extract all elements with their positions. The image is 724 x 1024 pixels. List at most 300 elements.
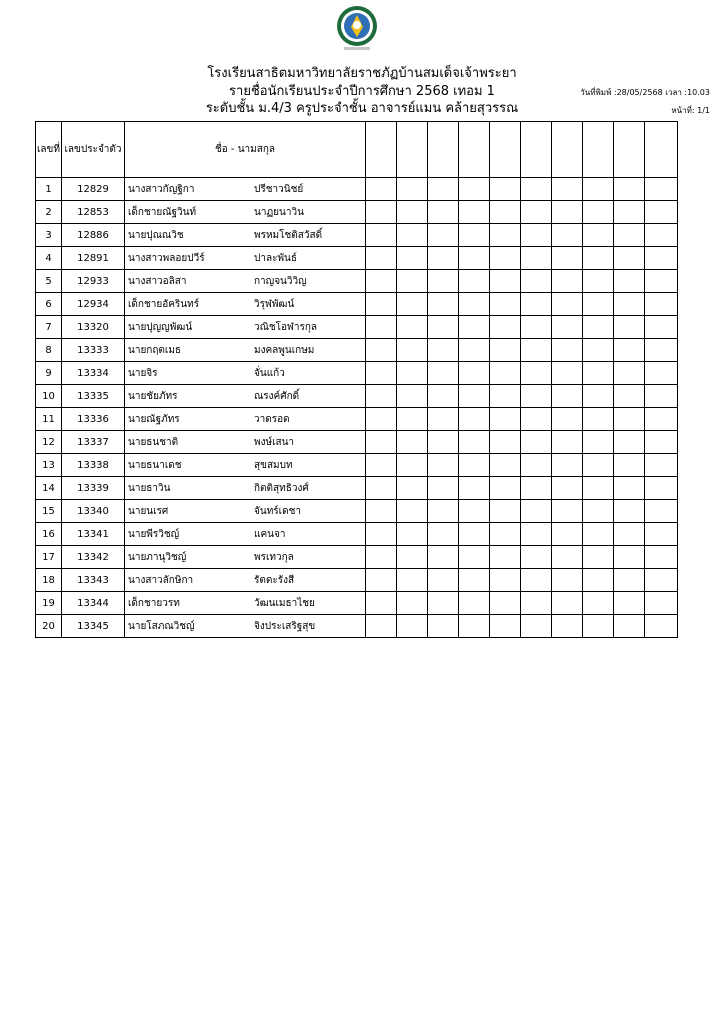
blank-cell (397, 316, 428, 339)
student-name-cell (125, 408, 366, 431)
blank-cell (521, 339, 552, 362)
blank-cell (614, 316, 645, 339)
blank-cell (366, 431, 397, 454)
blank-cell (645, 201, 678, 224)
student-id: 13340 (62, 500, 125, 523)
student-first-name: นางสาวพลอยปวีร์ (128, 252, 205, 264)
blank-cell (583, 362, 614, 385)
student-id: 13336 (62, 408, 125, 431)
blank-cell (583, 569, 614, 592)
student-last-name: รัตตะรังสี (254, 574, 295, 586)
blank-cell (645, 569, 678, 592)
blank-cell (583, 201, 614, 224)
row-number: 1 (36, 178, 62, 201)
student-last-name: จั่นแก้ว (254, 367, 285, 379)
blank-cell (583, 523, 614, 546)
blank-cell (614, 431, 645, 454)
blank-cell (490, 454, 521, 477)
student-last-name: วัฒนเมธาไชย (254, 597, 315, 609)
blank-cell (614, 270, 645, 293)
student-last-name: นาฏยนาวิน (254, 206, 304, 218)
student-id: 13337 (62, 431, 125, 454)
blank-cell (459, 408, 490, 431)
blank-cell (614, 385, 645, 408)
blank-cell (490, 362, 521, 385)
blank-cell (614, 500, 645, 523)
blank-cell (614, 362, 645, 385)
blank-column-header (459, 122, 490, 178)
blank-cell (459, 270, 490, 293)
blank-cell (366, 178, 397, 201)
blank-cell (428, 362, 459, 385)
student-first-name: นายปุณณวิช (128, 229, 184, 241)
student-name-cell (125, 362, 366, 385)
student-last-name: พรเทวกุล (254, 551, 294, 563)
blank-cell (459, 316, 490, 339)
blank-cell (490, 339, 521, 362)
table-row (36, 546, 678, 569)
blank-cell (645, 523, 678, 546)
student-first-name: นายชัยภัทร (128, 390, 178, 402)
student-last-name: จิงประเสริฐสุข (254, 620, 316, 632)
blank-cell (645, 477, 678, 500)
student-first-name: นางสาวอลิสา (128, 275, 187, 287)
student-name-cell (125, 431, 366, 454)
blank-cell (366, 615, 397, 638)
blank-cell (397, 224, 428, 247)
blank-cell (552, 178, 583, 201)
blank-cell (645, 224, 678, 247)
blank-cell (459, 385, 490, 408)
blank-cell (366, 500, 397, 523)
student-id: 12829 (62, 178, 125, 201)
blank-cell (645, 431, 678, 454)
student-name-cell (125, 615, 366, 638)
student-first-name: นายธาวิน (128, 482, 171, 494)
blank-cell (552, 546, 583, 569)
blank-cell (521, 523, 552, 546)
blank-cell (583, 546, 614, 569)
blank-cell (583, 477, 614, 500)
blank-cell (521, 293, 552, 316)
student-first-name: นายจิร (128, 367, 158, 379)
row-number: 3 (36, 224, 62, 247)
blank-cell (583, 431, 614, 454)
blank-cell (397, 270, 428, 293)
blank-cell (583, 339, 614, 362)
blank-cell (583, 316, 614, 339)
table-row (36, 247, 678, 270)
table-row (36, 201, 678, 224)
print-timestamp: วันที่พิมพ์ :28/05/2568 เวลา :10.03 (580, 88, 710, 97)
blank-cell (521, 431, 552, 454)
row-number: 17 (36, 546, 62, 569)
student-last-name: ปรีชาวนิชย์ (254, 183, 304, 195)
row-number: 7 (36, 316, 62, 339)
blank-cell (552, 615, 583, 638)
blank-cell (614, 615, 645, 638)
student-last-name: พรหมโชติสวัสดิ์ (254, 229, 323, 241)
blank-cell (614, 454, 645, 477)
blank-cell (521, 500, 552, 523)
student-first-name: นายภานุวิชญ์ (128, 551, 187, 563)
blank-column-header (521, 122, 552, 178)
student-last-name: พงษ์เสนา (254, 436, 295, 448)
blank-cell (428, 500, 459, 523)
blank-cell (459, 178, 490, 201)
blank-cell (397, 569, 428, 592)
table-row (36, 224, 678, 247)
blank-cell (490, 224, 521, 247)
student-id: 13334 (62, 362, 125, 385)
blank-cell (583, 615, 614, 638)
blank-column-header (428, 122, 459, 178)
blank-cell (459, 247, 490, 270)
student-first-name: นายกฤตเมธ (128, 344, 182, 356)
blank-cell (366, 592, 397, 615)
table-row (36, 178, 678, 201)
roster-subtitle: รายชื่อนักเรียนประจำปีการศึกษา 2568 เทอม 1 (229, 84, 495, 99)
row-number: 12 (36, 431, 62, 454)
student-name-cell (125, 523, 366, 546)
blank-cell (490, 201, 521, 224)
blank-cell (428, 316, 459, 339)
blank-cell (645, 178, 678, 201)
blank-cell (428, 523, 459, 546)
student-name-cell (125, 592, 366, 615)
table-row (36, 293, 678, 316)
blank-cell (552, 431, 583, 454)
page-number: หน้าที่: 1/1 (671, 106, 710, 115)
student-name-cell (125, 201, 366, 224)
blank-cell (459, 615, 490, 638)
blank-cell (645, 270, 678, 293)
blank-cell (645, 385, 678, 408)
table-row (36, 316, 678, 339)
blank-cell (583, 408, 614, 431)
blank-cell (428, 431, 459, 454)
blank-cell (552, 477, 583, 500)
column-header-student-id: เลขประจำตัว (62, 122, 125, 178)
blank-cell (397, 454, 428, 477)
table-row (36, 615, 678, 638)
column-header-name: ชื่อ - นามสกุล (125, 122, 366, 178)
blank-cell (428, 454, 459, 477)
blank-column-header (366, 122, 397, 178)
blank-cell (614, 523, 645, 546)
blank-cell (490, 293, 521, 316)
blank-cell (397, 247, 428, 270)
blank-cell (614, 408, 645, 431)
student-last-name: วิรุฬพัฒน์ (254, 298, 295, 310)
row-number: 19 (36, 592, 62, 615)
blank-cell (552, 224, 583, 247)
blank-cell (552, 569, 583, 592)
row-number: 9 (36, 362, 62, 385)
blank-cell (366, 247, 397, 270)
blank-cell (366, 201, 397, 224)
blank-cell (521, 224, 552, 247)
blank-cell (459, 224, 490, 247)
blank-cell (645, 247, 678, 270)
blank-cell (490, 569, 521, 592)
blank-cell (397, 500, 428, 523)
blank-cell (552, 270, 583, 293)
blank-cell (552, 316, 583, 339)
blank-cell (366, 385, 397, 408)
student-roster-table (35, 121, 678, 638)
student-first-name: เด็กชายวรท (128, 597, 180, 609)
student-id: 12886 (62, 224, 125, 247)
blank-cell (645, 316, 678, 339)
row-number: 16 (36, 523, 62, 546)
blank-cell (366, 454, 397, 477)
blank-cell (428, 546, 459, 569)
blank-cell (552, 247, 583, 270)
blank-cell (366, 316, 397, 339)
blank-cell (614, 546, 645, 569)
student-name-cell (125, 546, 366, 569)
blank-column-header (552, 122, 583, 178)
blank-cell (397, 385, 428, 408)
blank-cell (428, 339, 459, 362)
blank-cell (552, 408, 583, 431)
blank-cell (428, 385, 459, 408)
student-last-name: ณรงค์ศักดิ์ (254, 390, 300, 402)
blank-cell (614, 569, 645, 592)
table-header-row (36, 122, 678, 178)
row-number: 14 (36, 477, 62, 500)
blank-cell (428, 224, 459, 247)
blank-cell (645, 546, 678, 569)
blank-cell (366, 523, 397, 546)
blank-cell (397, 523, 428, 546)
table-row (36, 500, 678, 523)
blank-cell (428, 293, 459, 316)
student-last-name: กิตติสุทธิวงศ์ (254, 482, 309, 494)
blank-cell (552, 339, 583, 362)
blank-cell (552, 523, 583, 546)
student-first-name: นายโสภณวิชญ์ (128, 620, 195, 632)
blank-cell (490, 592, 521, 615)
table-row (36, 385, 678, 408)
school-emblem-icon (336, 5, 378, 55)
row-number: 20 (36, 615, 62, 638)
student-last-name: สุขสมบท (254, 459, 293, 471)
blank-column-header (490, 122, 521, 178)
blank-cell (552, 500, 583, 523)
blank-cell (490, 431, 521, 454)
student-name-cell (125, 316, 366, 339)
row-number: 4 (36, 247, 62, 270)
class-teacher-line: ระดับชั้น ม.4/3 ครูประจำชั้น อาจารย์แมน คล้ายสุวรรณ (205, 101, 519, 116)
column-header-number: เลขที่ (36, 122, 62, 178)
blank-cell (614, 247, 645, 270)
blank-cell (459, 339, 490, 362)
blank-cell (552, 362, 583, 385)
student-name-cell (125, 293, 366, 316)
blank-cell (459, 293, 490, 316)
blank-cell (614, 477, 645, 500)
blank-cell (552, 293, 583, 316)
blank-cell (614, 224, 645, 247)
blank-cell (490, 546, 521, 569)
school-name: โรงเรียนสาธิตมหาวิทยาลัยราชภัฏบ้านสมเด็จเจ้าพระยา (207, 66, 517, 81)
blank-cell (583, 592, 614, 615)
table-row (36, 362, 678, 385)
row-number: 15 (36, 500, 62, 523)
blank-column-header (397, 122, 428, 178)
student-name-cell (125, 224, 366, 247)
student-first-name: นางสาวลักษิกา (128, 574, 194, 586)
blank-cell (459, 431, 490, 454)
blank-cell (490, 247, 521, 270)
table-row (36, 339, 678, 362)
blank-cell (521, 201, 552, 224)
student-id: 13341 (62, 523, 125, 546)
blank-cell (521, 316, 552, 339)
blank-cell (366, 569, 397, 592)
blank-cell (459, 201, 490, 224)
blank-cell (459, 546, 490, 569)
blank-cell (521, 592, 552, 615)
blank-cell (490, 500, 521, 523)
blank-cell (397, 178, 428, 201)
roster-body (36, 178, 678, 638)
row-number: 2 (36, 201, 62, 224)
student-last-name: ปาละพันธ์ (254, 252, 297, 264)
table-row (36, 270, 678, 293)
student-first-name: นายปุญญพัฒน์ (128, 321, 193, 333)
student-id: 12934 (62, 293, 125, 316)
blank-cell (397, 592, 428, 615)
blank-cell (645, 408, 678, 431)
student-id: 13333 (62, 339, 125, 362)
blank-cell (428, 569, 459, 592)
blank-cell (428, 615, 459, 638)
blank-cell (397, 293, 428, 316)
blank-cell (521, 454, 552, 477)
student-name-cell (125, 569, 366, 592)
blank-cell (366, 362, 397, 385)
student-id: 13345 (62, 615, 125, 638)
blank-cell (521, 270, 552, 293)
blank-cell (614, 339, 645, 362)
blank-cell (366, 270, 397, 293)
blank-cell (583, 385, 614, 408)
table-row (36, 569, 678, 592)
blank-cell (397, 362, 428, 385)
blank-cell (428, 592, 459, 615)
blank-cell (583, 500, 614, 523)
blank-cell (428, 201, 459, 224)
blank-cell (521, 615, 552, 638)
blank-cell (490, 316, 521, 339)
table-row (36, 592, 678, 615)
blank-cell (428, 270, 459, 293)
student-id: 13343 (62, 569, 125, 592)
student-first-name: เด็กชายอัครินทร์ (128, 298, 200, 310)
blank-cell (428, 477, 459, 500)
blank-cell (645, 454, 678, 477)
student-id: 12933 (62, 270, 125, 293)
table-row (36, 431, 678, 454)
blank-cell (397, 546, 428, 569)
blank-cell (428, 408, 459, 431)
student-last-name: กาญจนวิวิญ (254, 275, 307, 287)
table-row (36, 477, 678, 500)
blank-cell (614, 592, 645, 615)
student-id: 13344 (62, 592, 125, 615)
blank-cell (521, 408, 552, 431)
blank-cell (459, 362, 490, 385)
row-number: 11 (36, 408, 62, 431)
student-last-name: มงคลพูนเกษม (254, 344, 315, 356)
row-number: 10 (36, 385, 62, 408)
student-first-name: นายนเรศ (128, 505, 169, 517)
blank-cell (366, 477, 397, 500)
blank-cell (521, 569, 552, 592)
blank-cell (552, 201, 583, 224)
blank-cell (366, 546, 397, 569)
blank-cell (459, 477, 490, 500)
blank-cell (614, 201, 645, 224)
blank-cell (645, 362, 678, 385)
student-first-name: นายณัฐภัทร (128, 413, 180, 425)
blank-cell (397, 339, 428, 362)
student-name-cell (125, 339, 366, 362)
student-first-name: นางสาวกัญฐิกา (128, 183, 195, 195)
blank-cell (490, 270, 521, 293)
blank-column-header (614, 122, 645, 178)
student-name-cell (125, 178, 366, 201)
student-id: 13320 (62, 316, 125, 339)
blank-cell (397, 408, 428, 431)
student-id: 13342 (62, 546, 125, 569)
student-last-name: วณิชโอฬารกุล (254, 321, 318, 333)
blank-cell (459, 454, 490, 477)
row-number: 5 (36, 270, 62, 293)
table-row (36, 408, 678, 431)
blank-cell (521, 385, 552, 408)
blank-column-header (645, 122, 678, 178)
blank-cell (490, 523, 521, 546)
student-first-name: นายธนาเดช (128, 459, 182, 471)
blank-cell (397, 477, 428, 500)
student-first-name: นายพีรวิชญ์ (128, 528, 180, 540)
blank-cell (645, 615, 678, 638)
blank-cell (614, 293, 645, 316)
blank-cell (583, 454, 614, 477)
blank-cell (459, 523, 490, 546)
blank-cell (552, 592, 583, 615)
student-id: 12853 (62, 201, 125, 224)
row-number: 18 (36, 569, 62, 592)
student-last-name: จันทร์เดชา (254, 505, 301, 517)
row-number: 13 (36, 454, 62, 477)
student-id: 13338 (62, 454, 125, 477)
blank-cell (583, 178, 614, 201)
blank-cell (521, 178, 552, 201)
blank-cell (366, 224, 397, 247)
blank-cell (490, 385, 521, 408)
blank-cell (645, 293, 678, 316)
row-number: 6 (36, 293, 62, 316)
blank-cell (397, 615, 428, 638)
blank-cell (366, 339, 397, 362)
blank-cell (645, 592, 678, 615)
blank-cell (521, 477, 552, 500)
